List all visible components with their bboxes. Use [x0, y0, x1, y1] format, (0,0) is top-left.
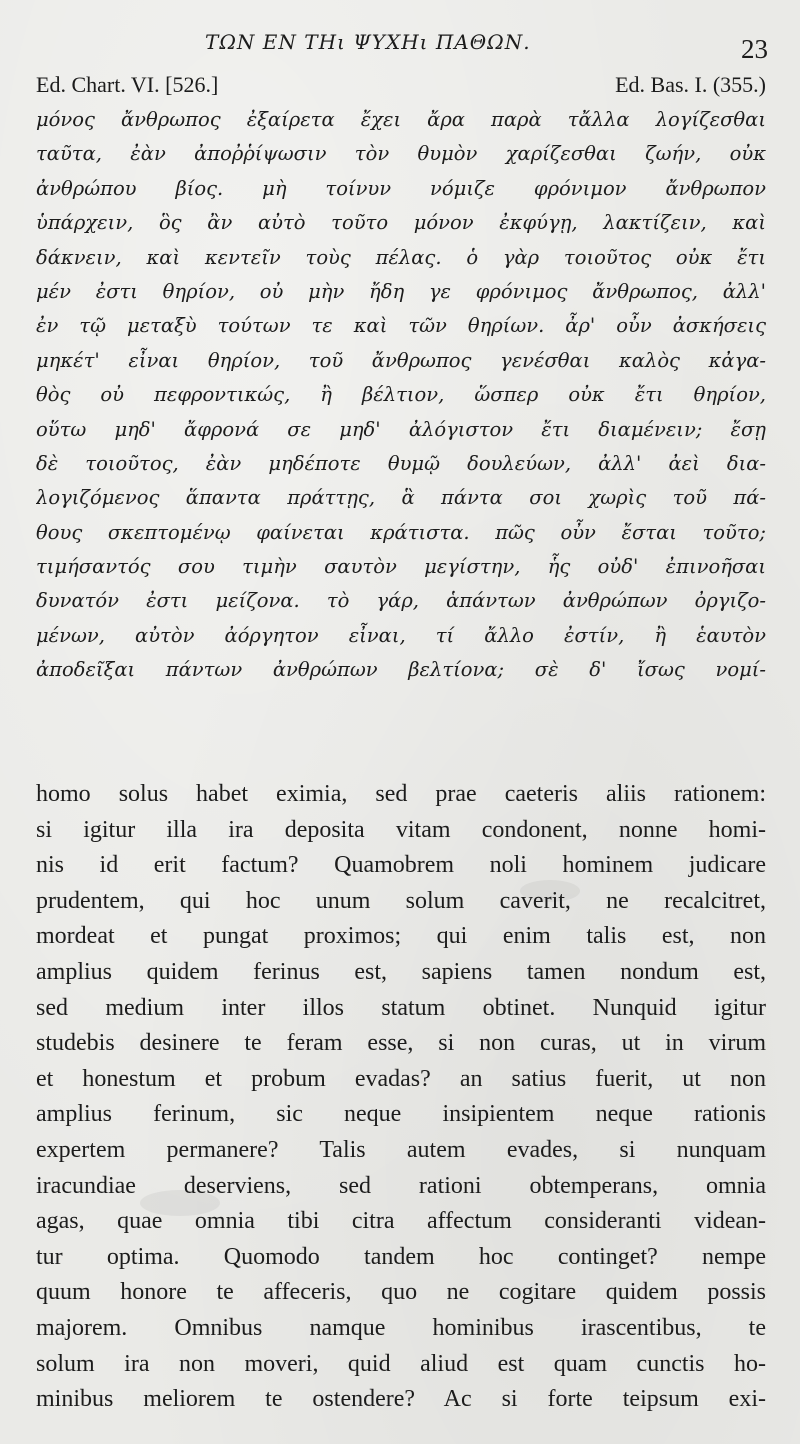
latin-text-line: majorem. Omnibus namque hominibus irascentibus, te: [36, 1314, 766, 1341]
greek-text-line: μηκέτ' εἶναι θηρίον, τοῦ ἄνθρωπος γενέσθαι καλὸς κἀγα-: [36, 348, 766, 372]
greek-text-line: θους σκεπτομένῳ φαίνεται κράτιστα. πῶς οὖν ἔσται τοῦτο;: [36, 520, 766, 544]
greek-text-line: ἀποδεῖξαι πάντων ἀνθρώπων βελτίονα; σὲ δ' ἴσως νομί-: [36, 658, 766, 682]
greek-text-line: μένων, αὐτὸν ἀόργητον εἶναι, τί ἄλλο ἐστίν, ἢ ἑαυτὸν: [36, 623, 766, 647]
greek-text-line: δυνατόν ἐστι μείζονα. τὸ γάρ, ἁπάντων ἀνθρώπων ὀργιζο-: [36, 589, 766, 613]
edition-chartier-reference: Ed. Chart. VI. [526.]: [36, 72, 219, 97]
latin-text-line: iracundiae deserviens, sed rationi obtemperans, omnia: [36, 1172, 766, 1199]
greek-text-line: ὑπάρχειν, ὃς ἂν αὐτὸ τοῦτο μόνον ἐκφύγῃ, λακτίζειν, καὶ: [36, 211, 766, 235]
latin-text-line: homo solus habet eximia, sed prae caeteris aliis rationem:: [36, 781, 766, 807]
greek-text-line: ἐν τῷ μεταξὺ τούτων τε καὶ τῶν θηρίων. ἆρ' οὖν ἀσκήσεις: [36, 314, 766, 338]
latin-text-line: studebis desinere te feram esse, si non curas, ut in virum: [36, 1030, 766, 1057]
edition-basel-reference: Ed. Bas. I. (355.): [615, 72, 766, 97]
greek-text-line: ταῦτα, ἐὰν ἀποῤῥίψωσιν τὸν θυμὸν χαρίζεσθαι ζωήν, οὐκ: [36, 142, 766, 166]
latin-text-line: amplius ferinum, sic neque insipientem neque rationis: [36, 1101, 766, 1128]
latin-text-line: amplius quidem ferinus est, sapiens tamen nondum est,: [36, 958, 766, 985]
latin-text-line: tur optima. Quomodo tandem hoc continget? nempe: [36, 1243, 766, 1270]
running-title: ΤΩΝ ΕΝ ΤΗι ΨΥΧΗι ΠΑΘΩΝ.: [205, 30, 531, 54]
latin-text-line: expertem permanere? Talis autem evades, si nunquam: [36, 1136, 766, 1163]
greek-text-line: ἀνθρώπου βίος. μὴ τοίνυν νόμιζε φρόνιμον ἄνθρωπον: [36, 176, 766, 200]
greek-text-line: μόνος ἄνθρωπος ἐξαίρετα ἔχει ἄρα παρὰ τἄλλα λογίζεσθαι: [36, 108, 766, 131]
greek-text-line: τιμήσαντός σου τιμὴν σαυτὸν μεγίστην, ἧς οὐδ' ἐπινοῆσαι: [36, 555, 766, 579]
running-head: [0, 28, 800, 64]
greek-text-line: δὲ τοιοῦτος, ἐὰν μηδέποτε θυμῷ δουλεύων, ἀλλ' ἀεὶ δια-: [36, 451, 766, 475]
latin-text-line: si igitur illa ira deposita vitam condonent, nonne homi-: [36, 816, 766, 843]
latin-text-line: sed medium inter illos statum obtinet. Nunquid igitur: [36, 994, 766, 1021]
latin-text-line: minibus meliorem te ostendere? Ac si forte teipsum exi-: [36, 1386, 766, 1413]
latin-text-line: quum honore te affeceris, quo ne cogitare quidem possis: [36, 1279, 766, 1306]
latin-text-line: et honestum et probum evadas? an satius fuerit, ut non: [36, 1065, 766, 1092]
greek-text-line: δάκνειν, καὶ κεντεῖν τοὺς πέλας. ὁ γὰρ τοιοῦτος οὐκ ἔτι: [36, 245, 766, 269]
latin-text-line: mordeat et pungat proximos; qui enim talis est, non: [36, 923, 766, 950]
greek-text-line: οὕτω μηδ' ἄφρονά σε μηδ' ἀλόγιστον ἔτι διαμένειν; ἔσῃ: [36, 417, 766, 441]
greek-text-block: [36, 103, 766, 688]
latin-text-line: prudentem, qui hoc unum solum caverit, ne recalcitret,: [36, 887, 766, 914]
latin-text-line: solum ira non moveri, quid aliud est quam cunctis ho-: [36, 1350, 766, 1377]
latin-text-line: nis id erit factum? Quamobrem noli hominem judicare: [36, 852, 766, 879]
greek-text-line: λογιζόμενος ἅπαντα πράττῃς, ἃ πάντα σοι χωρὶς τοῦ πά-: [36, 486, 766, 510]
page-number: 23: [741, 34, 768, 64]
edition-reference-line: [36, 72, 766, 102]
greek-text-line: μέν ἐστι θηρίον, οὐ μὴν ἤδη γε φρόνιμος ἄνθρωπος, ἀλλ': [36, 279, 766, 303]
latin-text-line: agas, quae omnia tibi citra affectum consideranti videan-: [36, 1208, 766, 1235]
greek-text-line: θὸς οὐ πεφροντικώς, ἢ βέλτιον, ὥσπερ οὐκ ἔτι θηρίον,: [36, 383, 766, 407]
latin-text-block: [36, 777, 766, 1418]
